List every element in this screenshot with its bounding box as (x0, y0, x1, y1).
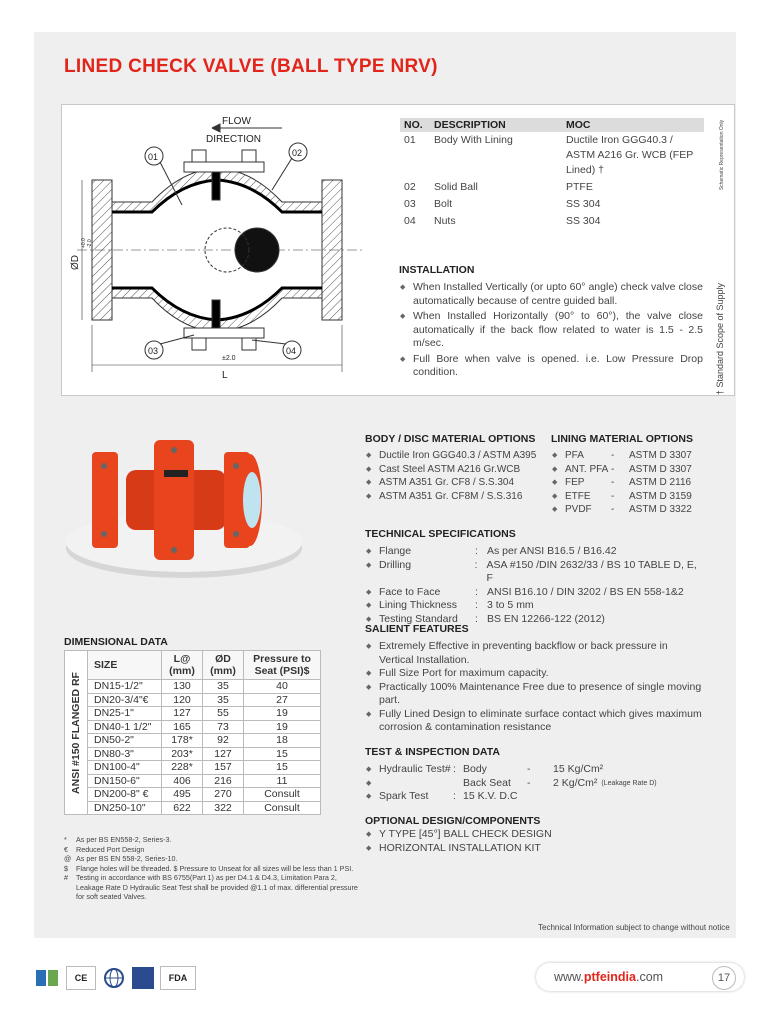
table-row: DN200-8" € 495 270 Consult (65, 788, 321, 802)
footnotes (64, 835, 364, 902)
salient-list (365, 640, 705, 735)
dimensional-side-label: ANSI #150 FLANGED RF (65, 651, 88, 815)
valve-photo (64, 430, 304, 590)
list-item: ◆ Full Bore when valve is opened. i.e. Low Pressure Drop condition. (399, 353, 703, 380)
moc-desc: Solid Ball (434, 181, 478, 193)
page-title: LINED CHECK VALVE (BALL TYPE NRV) (64, 56, 438, 77)
list-item: ◆ ASTM A351 Gr. CF8 / S.S.304 (365, 476, 545, 490)
moc-header-no: NO. (400, 118, 430, 132)
len-tolerance: ±2.0 (222, 355, 236, 362)
table-row: DN15-1/2" 130 35 40 (65, 680, 321, 694)
list-item: ◆ When Installed Horizontally (90° to 60°), the valve close automatically if the back flow related to water is 1.5 - 2.5 m/sec. (399, 310, 703, 351)
table-row: DN25-1" 127 55 19 (65, 707, 321, 721)
test-title: TEST & INSPECTION DATA (365, 746, 500, 758)
lining-list (551, 449, 711, 517)
tech-list (365, 545, 705, 626)
moc-value: Ductile Iron GGG40.3 / ASTM A216 Gr. WCB (FEP Lined) † (566, 134, 694, 176)
list-item: ◆ Spark Test : 15 K.V. D.C (365, 790, 705, 804)
tech-info-note: Technical Information subject to change without notice (538, 923, 730, 932)
footnote: @ As per BS EN 558-2, Series-10. (64, 854, 178, 863)
dia-tol-bot: -2.0 (87, 239, 93, 248)
moc-value: SS 304 (566, 215, 601, 227)
list-item: ◆ Practically 100% Maintenance Free due to presence of single moving part. (365, 681, 705, 708)
callout-04: 04 (286, 346, 297, 356)
dimensional-title: DIMENSIONAL DATA (64, 636, 168, 648)
list-item: ◆ Lining Thickness : 3 to 5 mm (365, 599, 705, 613)
table-row: DN100-4" 228* 157 15 (65, 761, 321, 775)
body-disc-title: BODY / DISC MATERIAL OPTIONS (365, 433, 536, 445)
list-item: ◆ ANT. PFA - ASTM D 3307 (551, 463, 711, 477)
test-list (365, 763, 705, 804)
list-item: ◆ Hydraulic Test# : Body - 15 Kg/Cm² (365, 763, 705, 777)
list-item: ◆ Cast Steel ASTM A216 Gr.WCB (365, 463, 545, 477)
flow-label: FLOW (222, 116, 251, 127)
col-header-pressure: Pressure to Seat (PSI)$ (244, 651, 321, 680)
callout-03: 03 (148, 346, 159, 356)
moc-desc: Nuts (434, 215, 456, 227)
moc-value: SS 304 (566, 198, 601, 210)
quality-mark-icon (34, 967, 60, 989)
list-item: ◆ Fully Lined Design to eliminate surface contact which gives maximum corrosion & contamination resistance (365, 708, 705, 735)
moc-no: 02 (404, 181, 416, 193)
page-number: 17 (712, 966, 736, 990)
table-row (400, 179, 704, 196)
list-item: ◆ Full Size Port for maximum capacity. (365, 667, 705, 681)
table-row: DN150-6" 406 216 11 (65, 774, 321, 788)
moc-header-moc: MOC (562, 118, 704, 132)
website-url[interactable]: www.ptfeindia.com 17 (536, 963, 744, 991)
table-row (400, 213, 704, 230)
list-item: ◆ Flange : As per ANSI B16.5 / B16.42 (365, 545, 705, 559)
list-item: ◆ Face to Face : ANSI B16.10 / DIN 3202 / BS EN 558-1&2 (365, 586, 705, 600)
moc-table (400, 118, 704, 230)
list-item: ◆ Extremely Effective in preventing backflow or back pressure in Vertical Installation. (365, 640, 705, 667)
tech-title: TECHNICAL SPECIFICATIONS (365, 528, 516, 540)
footnote: * As per BS EN558-2, Series-3. (64, 835, 172, 844)
list-item: ◆ Testing Standard : BS EN 12266-122 (2012) (365, 613, 705, 627)
callout-01: 01 (148, 152, 159, 162)
list-item-sub: ◆ Back Seat - 2 Kg/Cm² (Leakage Rate D) (365, 777, 705, 791)
salient-title: SALIENT FEATURES (365, 623, 469, 635)
moc-value: PTFE (566, 181, 593, 193)
col-header-l: L@ (mm) (162, 651, 203, 680)
footnote: € Reduced Port Design (64, 844, 145, 854)
moc-desc: Body With Lining (434, 134, 513, 146)
optional-list (365, 828, 705, 855)
moc-no: 03 (404, 198, 416, 210)
table-row: DN50-2" 178* 92 18 (65, 734, 321, 748)
dia-tol-top: +0.0 (81, 238, 87, 248)
table-row: DN20-3/4"€ 120 35 27 (65, 693, 321, 707)
list-item: ◆ PFA - ASTM D 3307 (551, 449, 711, 463)
list-item: ◆ Drilling : ASA #150 /DIN 2632/33 / BS 10 TABLE D, E, F (365, 559, 705, 586)
list-item: ◆ When Installed Vertically (or upto 60° angle) check valve close automatically because of centre guided ball. (399, 281, 703, 308)
moc-no: 01 (404, 134, 416, 146)
table-row: DN250-10" 622 322 Consult (65, 801, 321, 815)
schematic-note: Schematic Representation Only (719, 119, 725, 191)
moc-no: 04 (404, 215, 416, 227)
footnote: # Testing in accordance with BS 6755(Part 1) as per D4.1 & D4.3, Limitation Para 2, Leakage Rate D Hydraulic Seat Test shall be provided @1.1 of max. differential pressure for soft seated Valves. (64, 873, 358, 901)
certification-logos (34, 966, 196, 990)
table-row: DN80-3" 203* 127 15 (65, 747, 321, 761)
list-item: ◆ Y TYPE [45°] BALL CHECK DESIGN (365, 828, 705, 842)
table-row (400, 132, 704, 179)
body-disc-list (365, 449, 545, 503)
installation-list (399, 281, 703, 382)
list-item: ◆ FEP - ASTM D 2116 (551, 476, 711, 490)
table-header-row (65, 651, 321, 680)
list-item: ◆ ETFE - ASTM D 3159 (551, 490, 711, 504)
dia-label: ØD (70, 255, 81, 270)
dimensional-table (64, 650, 321, 815)
scope-note: † Standard Scope of Supply (715, 282, 725, 396)
len-label: L (222, 370, 228, 381)
globe-cert-icon (102, 967, 126, 989)
moc-desc: Bolt (434, 198, 453, 210)
table-row: DN40-1 1/2" 165 73 19 (65, 720, 321, 734)
table-row (400, 196, 704, 213)
list-item: ◆ Ductile Iron GGG40.3 / ASTM A395 (365, 449, 545, 463)
moc-header-desc: DESCRIPTION (430, 118, 562, 132)
ce-logo: CE (66, 966, 96, 990)
optional-title: OPTIONAL DESIGN/COMPONENTS (365, 815, 541, 827)
callout-02: 02 (292, 148, 303, 158)
list-item: ◆ HORIZONTAL INSTALLATION KIT (365, 842, 705, 856)
lining-title: LINING MATERIAL OPTIONS (551, 433, 693, 445)
dnv-logo-icon (132, 967, 154, 989)
col-header-size: SIZE (88, 651, 162, 680)
fda-logo: FDA (160, 966, 196, 990)
installation-title: INSTALLATION (399, 264, 475, 276)
list-item: ◆ ASTM A351 Gr. CF8M / S.S.316 (365, 490, 545, 504)
valve-schematic (72, 110, 372, 390)
col-header-od: ØD (mm) (203, 651, 244, 680)
footnote: $ Flange holes will be threaded. $ Pressure to Unseat for all sizes will be less than 1 PSI. (64, 863, 354, 873)
dimensional-table-wrap (64, 650, 321, 815)
list-item: ◆ PVDF - ASTM D 3322 (551, 503, 711, 517)
direction-label: DIRECTION (206, 134, 261, 145)
